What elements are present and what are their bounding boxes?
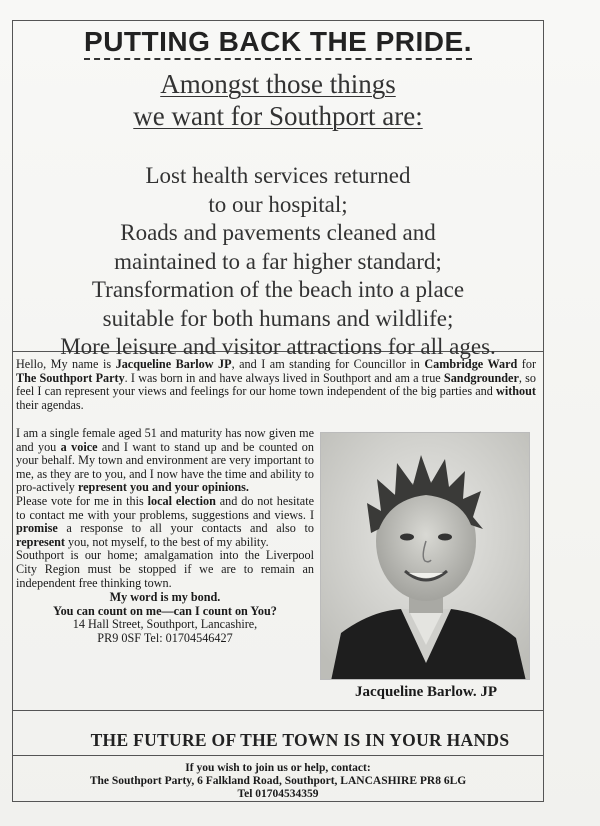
intro-paragraph: Hello, My name is Jacqueline Barlow JP, and I am standing for Councillor in Cambridge Ward for The Southport Party. I was born in and have always lived in Southport and am a true Sandgrounder, so feel I can represent your views and feelings for our home town independent of the big parties and without their agendas. [16,357,537,412]
want-line: Roads and pavements cleaned and [120,220,436,245]
count-line: You can count on me—can I count on You? [53,603,277,618]
wants-list [12,162,544,362]
slogan: THE FUTURE OF THE TOWN IS IN YOUR HANDS [90,730,510,750]
candidate-photo [320,432,530,680]
party-name: The Southport Party [16,370,125,385]
want-line: Transformation of the beach into a place [91,277,465,302]
want-line: suitable for both humans and wildlife; [102,305,454,331]
ward-name: Cambridge Ward [424,357,518,371]
paragraph-vote: Please vote for me in this local election and do not hesitate to contact me with your problems, suggestions and views. I promise a response to all your contacts and also to represent you, not myself, to the best of my ability. [16,493,314,549]
subtitle-line-2: we want for Southport are: [133,101,423,131]
want-line: Lost health services returned [145,163,411,188]
contact-block [12,762,544,801]
subtitle [12,68,544,132]
paragraph-voice: I am a single female aged 51 and maturity has now given me and you a voice and I want to stand up and be counted on your behalf. My town and environment are very important to me, as they are to you, and I now have the time and ability to pro-actively represent you and your opinions. [16,426,314,495]
address-line-1: 14 Hall Street, Southport, Lancashire, [72,617,258,632]
body-column [16,427,314,646]
address-line-2: PR9 0SF Tel: 01704546427 [97,630,233,645]
contact-line-1: If you wish to join us or help, contact: [185,762,371,774]
photo-caption: Jacqueline Barlow. JP [354,684,498,700]
contact-line-3: Tel 01704534359 [237,788,319,800]
leaflet-title: PUTTING BACK THE PRIDE. [12,26,544,58]
paragraph-home: Southport is our home; amalgamation into the Liverpool City Region must be stopped if we are to remain an independent free thinking town. [16,548,314,590]
bond-line: My word is my bond. [109,590,221,605]
contact-line-2: The Southport Party, 6 Falkland Road, Southport, LANCASHIRE PR8 6LG [89,775,467,787]
want-line: maintained to a far higher standard; [114,248,442,274]
want-line: to our hospital; [208,191,348,217]
candidate-name: Jacqueline Barlow JP [115,357,232,371]
subtitle-line-1: Amongst those things [160,69,396,99]
want-line: More leisure and visitor attractions for all ages. [60,334,496,359]
header-box [12,20,544,359]
portrait-image [321,433,530,680]
